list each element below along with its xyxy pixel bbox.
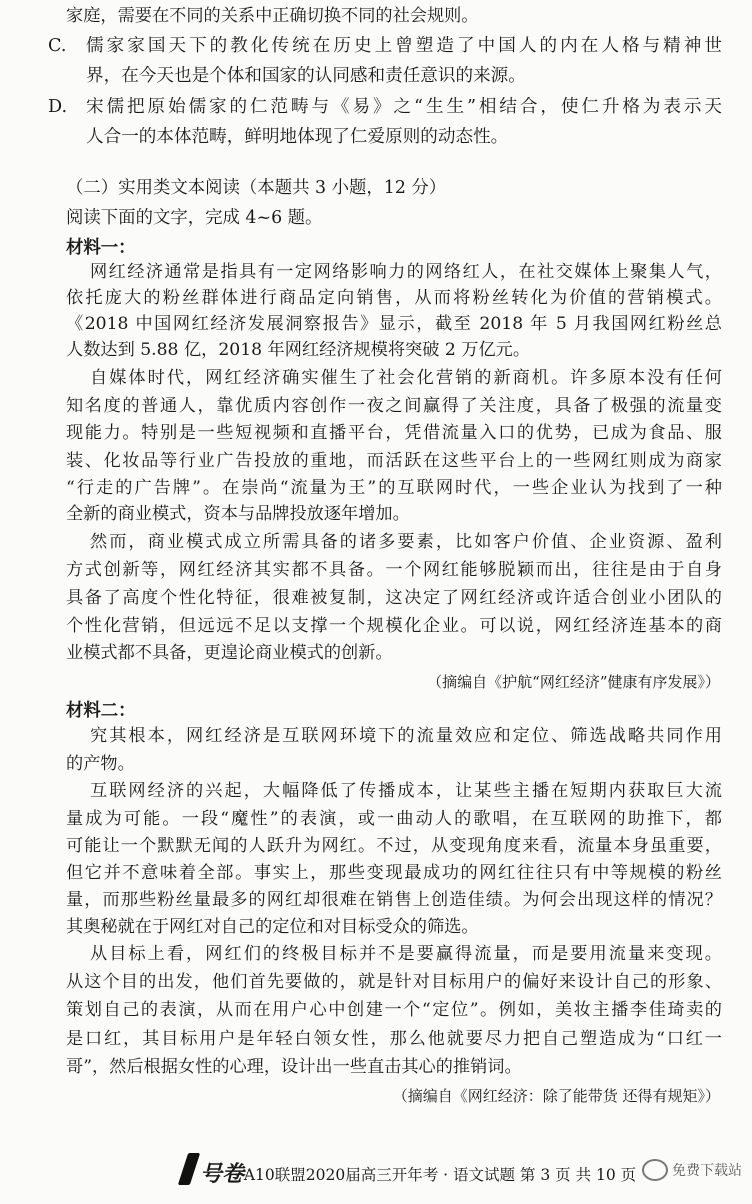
watermark-text: 免费下载站 — [672, 1163, 742, 1179]
page-footer — [0, 1145, 752, 1204]
material2-paragraph-line: 策划自己的表演，从而在用户心中创建一个“定位”。例如，美妆主播李佳琦卖的 — [66, 1000, 722, 1020]
material2-paragraph-line: 其奥秘就在于网红对自己的定位和对目标受众的筛选。 — [66, 917, 479, 937]
material1-paragraph-line: 装、化妆品等行业广告投放的重地，而活跃在这些平台上的一些网红则成为商家 — [66, 451, 722, 471]
option-c-text: 儒家家国天下的教化传统在历史上曾塑造了中国人的内在人格与精神世 — [86, 36, 722, 56]
material1-source: （摘编自《护航“网红经济”健康有序发展》） — [427, 673, 720, 691]
section-instruction: 阅读下面的文字，完成 4~6 题。 — [66, 208, 323, 228]
material1-paragraph-line: 依托庞大的粉丝群体进行商品定向销售，从而将粉丝转化为价值的营销模式。 — [66, 288, 722, 308]
material2-paragraph-line: 可能让一个默默无闻的人跃升为网红。不过，从变现角度来看，流量本身虽重要， — [66, 836, 722, 856]
material1-paragraph-line: 自媒体时代，网红经济确实催生了社会化营销的新商机。许多原本没有任何 — [90, 368, 722, 388]
material2-paragraph-line: 互联网经济的兴起，大幅降低了传播成本，让某些主播在短期内获取巨大流 — [90, 781, 722, 801]
option-c-label: C. — [48, 36, 67, 56]
material1-paragraph-line: 然而，商业模式成立所需具备的诸多要素，比如客户价值、企业资源、盈利 — [90, 532, 722, 552]
option-d-text: 人合一的本体范畴，鲜明地体现了仁爱原则的动态性。 — [86, 127, 509, 147]
section-heading: （二）实用类文本阅读（本题共 3 小题，12 分） — [66, 178, 447, 198]
logo-mark-icon — [178, 1153, 200, 1185]
wechat-icon — [642, 1159, 668, 1181]
footer-text: · A10联盟2020届高三开年考 · 语文试题 第 3 页 共 10 页 — [234, 1166, 637, 1184]
material1-paragraph-line: 个性化营销，但远远不足以支撑一个规模化企业。可以说，网红经济连基本的商 — [66, 616, 722, 636]
material2-paragraph-line: 的产物。 — [66, 754, 135, 774]
material1-paragraph-line: 全新的商业模式，资本与品牌投放逐年增加。 — [66, 504, 410, 524]
material1-paragraph-line: 网红经济通常是指具有一定网络影响力的网络红人，在社交媒体上聚集人气， — [90, 262, 722, 282]
logo-text: 号卷 — [200, 1161, 245, 1187]
material1-paragraph-line: 方式创新等，网红经济其实都不具备。一个网红能够脱颖而出，往往是由于自身 — [66, 560, 722, 580]
material2-title: 材料二： — [66, 701, 136, 721]
material2-source: （摘编自《网红经济：除了能带货 还得有规矩》） — [392, 1087, 720, 1105]
material2-paragraph-line: 量，而那些粉丝量最多的网红却很难在销售上创造佳绩。为何会出现这样的情况？ — [66, 890, 722, 910]
option-d-text: 宋儒把原始儒家的仁范畴与《易》之“生生”相结合，使仁升格为表示天 — [86, 97, 722, 117]
material1-title: 材料一： — [66, 238, 136, 258]
material1-paragraph-line: 具备了高度个性化特征，很难被复制，这决定了网红经济或许适合创业小团队的 — [66, 588, 722, 608]
material1-paragraph-line: 现能力。特别是一些短视频和直播平台，凭借流量入口的优势，已成为食品、服 — [66, 423, 722, 443]
material1-paragraph-line: 知名度的普通人，靠优质内容创作一夜之间赢得了关注度，具备了极强的流量变 — [66, 396, 722, 416]
material2-paragraph-line: 是口红，其目标用户是年轻白领女性，那么他就要尽力把自己塑造成为“口红一 — [66, 1029, 722, 1049]
option-d-label: D. — [48, 97, 68, 117]
material1-paragraph-line: “行走的广告牌”。在崇尚“流量为王”的互联网时代，一些企业认为找到了一种 — [66, 478, 722, 498]
material2-paragraph-line: 量成为可能。一段“魔性”的表演，或一曲动人的歌唱，在互联网的助推下，都 — [66, 809, 722, 829]
material1-paragraph-line: 人数达到 5.88 亿，2018 年网红经济规模将突破 2 万亿元。 — [66, 340, 531, 360]
material2-paragraph-line: 但它并不意味着全部。事实上，那些变现最成功的网红往往只有中等规模的粉丝 — [66, 863, 722, 883]
material2-paragraph-line: 哥”，然后根据女性的心理，设计出一些直击其心的推销词。 — [66, 1057, 522, 1077]
material1-paragraph-line: 业模式都不具备，更遑论商业模式的创新。 — [66, 643, 393, 663]
option-c-text: 界，在今天也是个体和国家的认同感和责任意识的来源。 — [86, 66, 526, 86]
material1-paragraph-line: 《2018 中国网红经济发展洞察报告》显示，截至 2018 年 5 月我国网红粉丝总 — [66, 314, 722, 334]
material2-paragraph-line: 从目标上看，网红们的终极目标并不是要赢得流量，而是要用流量来变现。 — [90, 944, 722, 964]
material2-paragraph-line: 究其根本，网红经济是互联网环境下的流量效应和定位、筛选战略共同作用 — [90, 726, 722, 746]
watermark — [642, 1159, 742, 1181]
material2-paragraph-line: 从这个目的出发，他们首先要做的，就是针对目标用户的偏好来设计自己的形象、 — [66, 972, 722, 992]
option-b-continuation: 家庭，需要在不同的关系中正确切换不同的社会规则。 — [66, 6, 479, 26]
